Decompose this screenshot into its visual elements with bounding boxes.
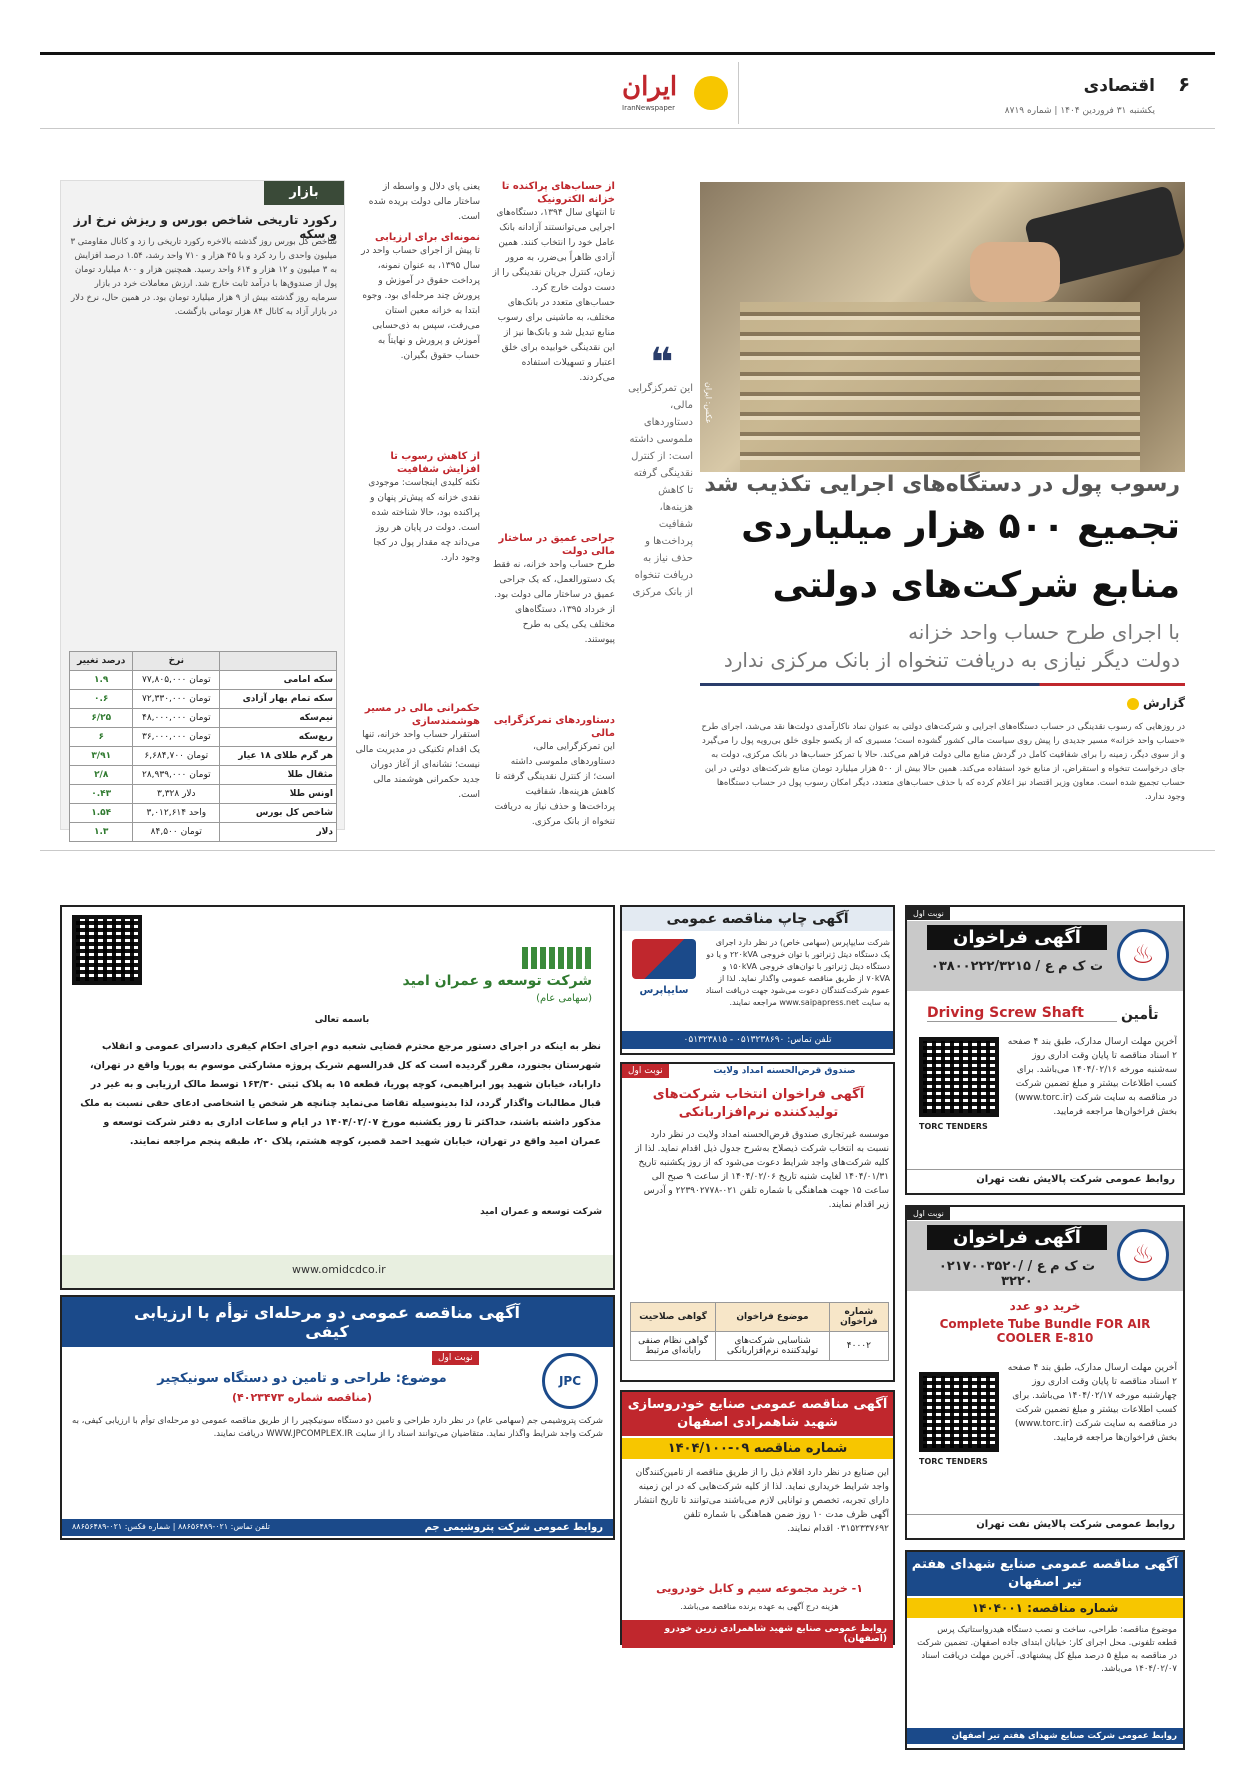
market-item: مثقال طلا [220, 766, 337, 785]
col1-text-3: این تمرکزگرایی مالی، دستاوردهای ملموسی داشته است؛ از کنترل نقدینگی گرفته تا کاهش هزینه‌ها، شفافیت پرداخت‌ها و حذف نیاز به دریافت تنخواه از بانک مرکزی. [494, 742, 615, 827]
ad5-sub: موضوع: طراحی و تامین دو دستگاه سونیکچیر [157, 1371, 447, 1386]
lead-body: در روزهایی که رسوب نقدینگی در حساب دستگاه‌های اجرایی و شرکت‌های دولتی به عنوان نماد ناکارآمدی دولت‌ها نقد می‌شد، اجرای طرح «حساب واحد خزانه» مسیر جدیدی را پیش روی سیاست مالی کشور گشوده است؛ مسیری که از یکسو جلوی خلق بی‌رویه پول را می‌گیرد و از سوی دیگر، زمینه را برای شفافیت کامل در گردش منابع مالی دولت فراهم می‌کند. حالا با تمرکز حساب‌ها در بانک مرکزی، دولت به جای درخواست تنخواه و استقراض، از منابع خود استفاده می‌کند. همین حالا بیش از ۵۰۰ هزار میلیارد تومان منابع شرکت‌های دولتی در این حساب تجمیع شده است. معاون وزیر اقتصاد نیز اعلام کرده که با حذف حساب‌های متعدد، دیگر امکان رسوب پول در حساب دستگاه‌ها وجود ندارد. [701, 722, 1185, 802]
ad8-greet: باسمه تعالی [314, 1015, 370, 1025]
ad7-text: موضوع مناقصه: طراحی، ساخت و نصب دستگاه هیدرواستاتیک پرس قطعه تلفونی. محل اجرای کار: خیابان ابتدای جاده اصفهان. تضمین شرکت در مناقصه به مبلغ ۵ درصد مبلغ کل پیشنهادی. آخرین مهلت دریافت اسناد ۱۴۰۴/۰۲/۰۷ می‌باشد. [917, 1625, 1177, 1674]
ad7-num: شماره مناقصه: ۱۴۰۴۰۰۱ [907, 1598, 1183, 1618]
ad6-text: این صنایع در نظر دارد اقلام ذیل را از طریق مناقصه از تامین‌کنندگان واجد شرایط خریداری نماید. لذا از کلیه شرکت‌هایی که در این زمینه دارای تجربه، تخصص و توانایی لازم می‌باشند می‌توانند تا تاریخ انتشار آگهی ظرف مدت ۱۰ روز ضمن هماهنگی با شماره تلفن ۰۳۱۵۲۳۳۷۶۹۲ اقدام نمایند. [634, 1468, 889, 1534]
ad5-sub2: (مناقصه شماره ۴۰۲۳۴۷۳) [231, 1391, 372, 1404]
article-col-1 [490, 180, 615, 830]
top-rule [40, 52, 1215, 55]
pull-quote: این تمرکزگرایی مالی، دستاوردهای ملموسی داشته است: از کنترل نقدینگی گرفته تا کاهش هزینه‌ها، شفافیت پرداخت‌ها و حذف نیاز به دریافت تنخواه از بانک مرکزی [628, 383, 693, 598]
logo[interactable] [608, 72, 733, 116]
ad7-title: آگهی مناقصه عمومی صنایع شهدای هفتم تیر اصفهان [907, 1552, 1183, 1596]
quote-icon: ❝ [650, 340, 674, 386]
col2-text-0: یعنی پای دلال و واسطه از ساختار مالی دولت بریده شده است. [368, 182, 480, 222]
market-row [70, 747, 337, 766]
lead-rule [700, 683, 1185, 686]
ad-jam-petro[interactable] [60, 1295, 615, 1540]
omid-logo-icon [522, 947, 592, 969]
date-line: یکشنبه ۳۱ فروردین ۱۴۰۴ | شماره ۸۷۱۹ [1004, 106, 1155, 116]
ad3-phone: تلفن تماس: ۰۵۱۳۲۳۸۶۹۰ - ۰۵۱۳۲۳۸۱۵ [622, 1031, 893, 1049]
market-item: هر گرم طلای ۱۸ عیار [220, 747, 337, 766]
market-row [70, 709, 337, 728]
market-row [70, 785, 337, 804]
ad5-phone: تلفن تماس: ۰۲۱-۸۸۶۵۶۴۸۹ | شماره فکس: ۰۲۱-۸۸۶۵۶۴۸۹ [72, 1522, 270, 1531]
ad2-torc: TORC TENDERS [919, 1457, 988, 1466]
ad6-item: ۱- خرید مجموعه سیم و کابل خودرویی [656, 1582, 863, 1595]
ad8-text: نظر به اینکه در اجرای دستور مرجع محترم قضایی شعبه دوم اجرای احکام کیفری دادسرای عمومی و انقلاب شهرستان بجنورد، مقرر گردیده است که کل قدرالسهم شریک پروژه مشارکتی موسوم به پوریا واقع در تهران، داراباد، خیابان شهید پور ابراهیمی، کوچه پوریا، قطعه ۱۵ به پلاک ثبتی ۱۶۳/۳۰ توسط مالک ارزیابی و به غیر در قبال مطالبات واگذار گردد، لذا بدینوسیله تقاضا می‌نماید چنانچه هر شخص یا اشخاصی ادعای حقی نسبت به ملک مذکور داشته باشند، حداکثر تا روز یکشنبه مورخ ۱۴۰۴/۰۲/۰۷ در ایام و ساعات اداری به دفتر شرکت توسعه و عمران امید واقع در تهران، خیابان شهید احمد قصیر، کوچه هشتم، پلاک ۲۰، طبقه پنجم مراجعه نمایند. [80, 1041, 601, 1147]
market-row [70, 823, 337, 842]
ad-emdad[interactable] [620, 1062, 895, 1382]
ad4-text: موسسه غیرتجاری صندوق قرض‌الحسنه امداد ولایت در نظر دارد نسبت به انتخاب شرکت ذیصلاح به‌شرح جدول ذیل اقدام نماید. لذا از کلیه شرکت‌های واجد شرایط دعوت می‌شود که از روز یکشنبه تاریخ ۱۴۰۴/۰۱/۳۱ لغایت شنبه تاریخ ۱۴۰۴/۰۲/۰۶ از ساعت ۹ صبح الی ساعت ۱۵ جهت هماهنگی با شماره تلفن ۰۲۱-۲۲۳۹۰۲۷۷۸ و آدرس زیر اقدام نمایند. [635, 1130, 889, 1210]
ad6-footer: روابط عمومی صنایع شهید شاهمرادی زرین خودرو (اصفهان) [622, 1620, 893, 1648]
market-row [70, 804, 337, 823]
lead-photo [700, 182, 1185, 472]
article-col-2 [355, 180, 480, 830]
ad2-sub: خرید دو عدد [1009, 1299, 1081, 1313]
market-row [70, 690, 337, 709]
photo-caption: عکس: ایران [704, 382, 713, 424]
header-bottom-rule [40, 128, 1215, 129]
ad6-num: شماره مناقصه ۰۹-۱۴۰۴/۱۰۰ [622, 1438, 893, 1459]
ad8-site[interactable]: www.omidcdco.ir [292, 1263, 386, 1276]
col1-heading-3: دستاوردهای تمرکزگرایی مالی [493, 715, 615, 739]
ad5-title: آگهی مناقصه عمومی دو مرحله‌ای توأم با ارزیابی کیفی [133, 1303, 520, 1341]
market-change: ۱.۳ [70, 823, 133, 842]
ad5-text: شرکت پتروشیمی جم (سهامی عام) در نظر دارد طراحی و تامین دو دستگاه سونیکچیر را از طریق مناقصه عمومی دو مرحله‌ای توأم با ارزیابی کیفی، به شرکت واجد شرایط واگذار نماید. متقاضیان می‌توانند اسناد را از سایت WWW.JPCOMPLEX.IR دریافت نمایند. [72, 1416, 603, 1439]
market-text: شاخص کل بورس روز گذشته بالاخره رکورد تاریخی را زد و کانال مقاومتی ۳ میلیون واحدی را رد کرد و با ۴۵ هزار و ۷۱۰ واحد رشد، ۱.۵۴ درصد افزایش به ۳ میلیون و ۱۲ هزار و ۶۱۴ واحد رسید. همچنین هزار و ۸۰۰ میلیارد تومان پول از صندوق‌ها با درآمد ثابت خارج شد. ارزش معاملات خرد در بازار سرمایه روز گذشته بیش از ۹ هزار میلیارد تومان بود. در همین حال، نرخ دلار در بازار آزاد به کانال ۸۴ هزار تومانی بازگشت. [70, 237, 337, 317]
market-row [70, 766, 337, 785]
saipa-logo-icon [632, 939, 696, 979]
ad2-footer: روابط عمومی شرکت پالایش نفت تهران [907, 1514, 1183, 1534]
col2-heading-3: حکمرانی مالی در مسیر هوشمندسازی [364, 703, 480, 727]
ad-omid[interactable] [60, 905, 615, 1290]
ad3-logo: سایپاپرس [639, 985, 689, 996]
col1-text-2: طرح حساب واحد خزانه، نه فقط یک دستورالعمل، که یک جراحی عمیق در ساختار مالی دولت بود. از خرداد ۱۳۹۵، دستگاه‌های مختلف یکی یکی به طرح پیوستند. [492, 560, 615, 645]
ad3-text: شرکت سایپاپرس (سهامی خاص) در نظر دارد اجرای یک دستگاه دیتل ژنراتور با توان خروجی ۲۲۰kVA و یا دو دستگاه دیتل ژنراتور با توان‌های خروجی ۱۵۰kVA و ۷۰kVA از طریق مناقصه عمومی واگذار نماید. لذا از عموم شرکت‌کنندگان دعوت می‌شود جهت دریافت اسناد به سایت www.saipapress.net مراجعه نمایند. [705, 938, 890, 1007]
ad4-cell-1: ۴۰۰۰۲ [829, 1332, 888, 1361]
ad4-cell-2: شناسایی شرکت‌های تولیدکننده نرم‌افزاربانکی [716, 1332, 830, 1361]
ad8-sign: شرکت توسعه و عمران امید [480, 1207, 602, 1217]
byline [1080, 696, 1185, 710]
market-item: ربع‌سکه [220, 728, 337, 747]
ad-shahmoradi[interactable] [620, 1390, 895, 1645]
market-rate: ۳,۳۲۸ دلار [133, 785, 220, 804]
ad1-item-label: تأمین [1121, 1007, 1159, 1023]
ad4-org: صندوق قرض‌الحسنه امداد ولایت [713, 1066, 856, 1076]
ad6-note: هزینه درج آگهی به عهده برنده مناقصه می‌باشد. [680, 1602, 839, 1611]
th-rate: نرخ [133, 652, 220, 671]
market-title: رکورد تاریخی شاخص بورس و ریزش نرخ ارز و سکه [73, 213, 337, 241]
ad4-th-2: موضوع فراخوان [716, 1303, 830, 1332]
ad2-number: ۰۲۱۷۰۰۳۵۲۰/ ت ک م ع / ۳۲۲۰ [938, 1259, 1096, 1289]
ad1-badge: نوبت اول [907, 907, 950, 920]
byline-text: گزارش [1142, 696, 1185, 710]
headline-line2: منابع شرکت‌های دولتی [772, 565, 1180, 606]
th-item [220, 652, 337, 671]
ad8-company-sub: (سهامی عام) [536, 993, 592, 1004]
col1-text-1: تا انتهای سال ۱۳۹۴، دستگاه‌های اجرایی می‌توانستند آزادانه بانک عامل خود را انتخاب کنند. همین آزادی ظاهراً بی‌ضرر، به مرور زمان، کنترل جریان نقدینگی را از دست دولت خارج کرد. حساب‌های متعدد در بانک‌های مختلف، به ماشینی برای رسوب منابع تبدیل شد و بانک‌ها نیز از این نقدینگی خوابیده برای خلق اعتبار و تسهیلات استفاده می‌کردند. [492, 208, 615, 383]
ad5-badge: نوبت اول [432, 1351, 479, 1365]
market-change: ۲/۸ [70, 766, 133, 785]
col2-heading-2: از کاهش رسوب تا افزایش شفافیت [390, 451, 480, 475]
ad1-item: Driving Screw Shaft [927, 1005, 1117, 1022]
section-title[interactable]: اقتصادی [1083, 76, 1155, 96]
logo-text: ایران [622, 72, 678, 102]
flame-icon-2: ♨ [1117, 1229, 1169, 1281]
col2-text-1: تا پیش از اجرای حساب واحد در سال ۱۳۹۵، به عنوان نمونه، پرداخت حقوق در آموزش و پرورش چند مرحله‌ای بود. وجوه ابتدا به خزانه معین استان می‌رفت، سپس به ذی‌حسابی آموزش و پرورش و نهایتاً به حساب حقوق بگیران. [361, 246, 480, 361]
headline-line1: تجمیع ۵۰۰ هزار میلیاردی [741, 506, 1180, 547]
th-change: درصد تغییر [70, 652, 133, 671]
sun-icon [694, 76, 728, 110]
market-item: سکه امامی [220, 671, 337, 690]
subhead-1: با اجرای طرح حساب واحد خزانه [908, 620, 1180, 644]
market-item: نیم‌سکه [220, 709, 337, 728]
ad1-number: ۰۳۸۰۰۲۲۲/ت ک م ع / ۳۲۱۵ [930, 959, 1104, 974]
market-change: ۱.۹ [70, 671, 133, 690]
market-box [60, 180, 345, 837]
ad4-table [630, 1302, 889, 1361]
flame-icon: ♨ [1117, 929, 1169, 981]
col1-heading-1: از حساب‌های پراکنده تا خزانه الکترونیک [501, 181, 615, 205]
ad8-qr[interactable] [72, 915, 142, 985]
market-item: دلار [220, 823, 337, 842]
ad1-text: آخرین مهلت ارسال مدارک، طبق بند ۴ صفحه ۲ اسناد مناقصه تا پایان وقت اداری روز سه‌شنبه مورخه ۱۴۰۴/۰۲/۱۶ می‌باشد. برای کسب اطلاعات بیشتر و مبلغ تضمین شرکت در مناقصه به سایت شرکت (www.torc.ir) بخش فراخوان‌ها مراجعه فرمایید. [1007, 1037, 1177, 1117]
ad1-qr[interactable] [919, 1037, 999, 1117]
ad2-text: آخرین مهلت ارسال مدارک، طبق بند ۴ صفحه ۲ اسناد مناقصه تا پایان وقت اداری روز چهارشنبه مورخه ۱۴۰۴/۰۲/۱۷ می‌باشد. برای کسب اطلاعات بیشتر و مبلغ تضمین شرکت در مناقصه به سایت شرکت (www.torc.ir) بخش فراخوان‌ها مراجعه فرمایید. [1007, 1363, 1177, 1443]
market-label: بازار [264, 181, 344, 205]
market-rate: ۴۸,۰۰۰,۰۰۰ تومان [133, 709, 220, 728]
market-rate: ۸۴,۵۰۰ تومان [133, 823, 220, 842]
col1-heading-2: جراحی عمیق در ساختار مالی دولت [498, 533, 615, 557]
market-row [70, 671, 337, 690]
jpc-logo-text: JPC [558, 1374, 582, 1388]
market-rate: ۳,۰۱۲,۶۱۴ واحد [133, 804, 220, 823]
market-rate: ۲۸,۹۳۹,۰۰۰ تومان [133, 766, 220, 785]
ad3-title: آگهی چاپ مناقصه عمومی [622, 907, 893, 931]
ad4-title: آگهی فراخوان انتخاب شرکت‌های تولیدکننده نرم‌افزاربانکی [652, 1087, 865, 1120]
ad-haftom-tir[interactable] [905, 1550, 1185, 1750]
col2-heading-1: نمونه‌ای برای ارزیابی [375, 232, 480, 243]
market-item: سکه تمام بهار آزادی [220, 690, 337, 709]
ad5-logo [542, 1353, 598, 1409]
market-change: ۰.۴۳ [70, 785, 133, 804]
market-rate: ۷۲,۳۳۰,۰۰۰ تومان [133, 690, 220, 709]
ad6-title: آگهی مناقصه عمومی صنایع خودروسازی شهید شاهمرادی اصفهان [622, 1392, 893, 1436]
ad1-footer: روابط عمومی شرکت پالایش نفت تهران [907, 1169, 1183, 1189]
col2-text-3: استقرار حساب واحد خزانه، تنها یک اقدام تکنیکی در مدیریت مالی نیست؛ نشانه‌ای از آغاز دوران جدید حکمرانی هوشمند مالی است. [355, 730, 480, 800]
col2-text-2: نکته کلیدی اینجاست: موجودی نقدی خزانه که پیش‌تر پنهان و پراکنده بود، حالا شناخته شده است. دولت در پایان هر روز می‌داند چه مقدار پول در کجا وجود دارد. [368, 478, 480, 563]
market-change: ۳/۹۱ [70, 747, 133, 766]
ad4-th-1: شماره فراخوان [829, 1303, 888, 1332]
market-change: ۰.۶ [70, 690, 133, 709]
bullet-icon [1127, 698, 1139, 710]
ad-saipapress[interactable] [620, 905, 895, 1055]
logo-sub: IranNewspaper [622, 104, 675, 112]
market-change: ۱.۵۴ [70, 804, 133, 823]
market-item: شاخص کل بورس [220, 804, 337, 823]
ad-torc-2[interactable] [905, 1205, 1185, 1540]
market-rate: ۷۷,۸۰۵,۰۰۰ تومان [133, 671, 220, 690]
header-divider [738, 62, 739, 124]
ad4-badge: نوبت اول [622, 1064, 669, 1078]
market-rate: ۳۶,۰۰۰,۰۰۰ تومان [133, 728, 220, 747]
ad4-cell-3: گواهی نظام صنفی رایانه‌ای مرتبط [631, 1332, 716, 1361]
market-item: اونس طلا [220, 785, 337, 804]
ad1-torc: TORC TENDERS [919, 1122, 988, 1131]
ad2-item: Complete Tube Bundle FOR AIR COOLER E-810 [939, 1317, 1151, 1345]
ad4-th-3: گواهی صلاحیت [631, 1303, 716, 1332]
page-number: ۶ [1178, 72, 1191, 96]
market-rate: ۶,۶۸۴,۷۰۰ تومان [133, 747, 220, 766]
ad8-company: شرکت توسعه و عمران امید [402, 973, 592, 989]
market-row [70, 728, 337, 747]
subhead-2: دولت دیگر نیازی به دریافت تنخواه از بانک مرکزی ندارد [723, 648, 1180, 672]
ad2-badge: نوبت اول [907, 1207, 950, 1220]
ad1-title: آگهی فراخوان [927, 925, 1107, 950]
ad2-title: آگهی فراخوان [927, 1225, 1107, 1250]
market-change: ۶/۲۵ [70, 709, 133, 728]
ad2-qr[interactable] [919, 1372, 999, 1452]
ad-torc-1[interactable] [905, 905, 1185, 1195]
ads-divider [40, 850, 1215, 851]
market-table [69, 651, 337, 842]
market-change: ۶ [70, 728, 133, 747]
kicker: رسوب پول در دستگاه‌های اجرایی تکذیب شد [704, 472, 1180, 497]
ad5-footer: روابط عمومی شرکت پتروشیمی جم [62, 1519, 613, 1536]
ad7-footer: روابط عمومی شرکت صنایع شهدای هفتم تیر اصفهان [907, 1728, 1183, 1744]
